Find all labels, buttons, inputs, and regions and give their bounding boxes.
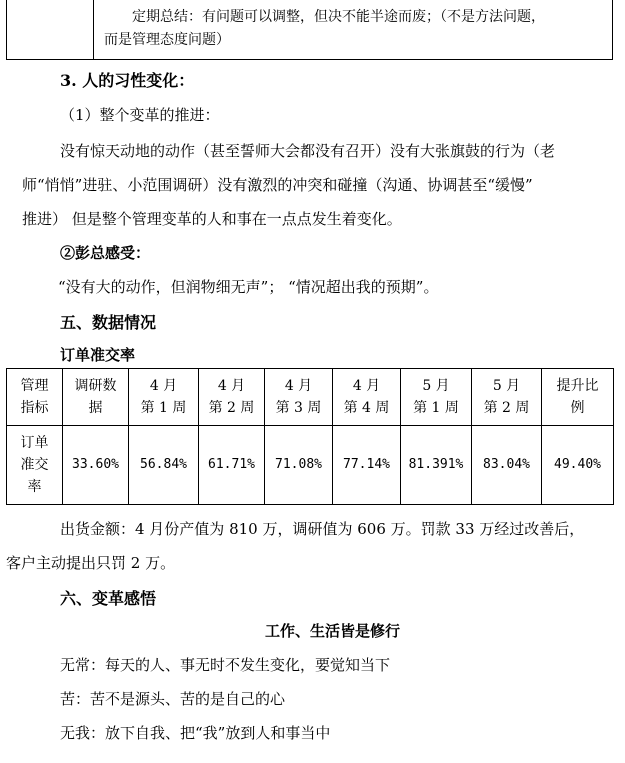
header-cell: 调研数 据 <box>63 369 129 426</box>
header-cell: 提升比 例 <box>542 369 614 426</box>
summary-text-line1: 定期总结：有问题可以调整，但决不能半途而废；（不是方法问题， <box>132 9 545 25</box>
section6-heading: 六、变革感悟 <box>60 589 157 608</box>
order-ontime-table <box>6 368 614 505</box>
value-cell: 49.40% <box>542 426 614 505</box>
paragraph-line-3: 推进） 但是整个管理变革的人和事在一点点发生着变化。 <box>22 210 402 228</box>
header-cell: 5 月 第 2 周 <box>472 369 542 426</box>
paragraph-line-2: 师“悄悄”进驻、小范围调研）没有激烈的冲突和碰撞（沟通、协调甚至“缓慢” <box>22 176 533 194</box>
value-cell: 56.84% <box>129 426 199 505</box>
value-cell: 77.14% <box>333 426 401 505</box>
reflection-line-1: 无常：每天的人、事无时不发生变化，要觉知当下 <box>60 656 391 674</box>
value-cell: 33.60% <box>63 426 129 505</box>
table-title: 订单准交率 <box>60 346 136 364</box>
summary-table-text-cell <box>94 0 613 60</box>
header-cell: 4 月 第 4 周 <box>333 369 401 426</box>
header-cell: 管理 指标 <box>7 369 63 426</box>
reflection-line-3: 无我：放下自我、把“我”放到人和事当中 <box>60 724 331 742</box>
section3-subheading-1: （1）整个变革的推进： <box>60 106 220 124</box>
paragraph-line-1: 没有惊天动地的动作（甚至誓师大会都没有召开）没有大张旗鼓的行为（老 <box>60 142 556 160</box>
value-cell: 61.71% <box>199 426 265 505</box>
header-cell: 4 月 第 1 周 <box>129 369 199 426</box>
summary-text-line2: 而是管理态度问题） <box>104 32 230 48</box>
value-cell: 71.08% <box>265 426 333 505</box>
reflection-line-2: 苦：苦不是源头、苦的是自己的心 <box>60 690 286 708</box>
shipment-line-2: 客户主动提出只罚 2 万。 <box>6 554 176 572</box>
header-cell: 4 月 第 3 周 <box>265 369 333 426</box>
row-label-cell: 订单 准交 率 <box>7 426 63 505</box>
header-cell: 4 月 第 2 周 <box>199 369 265 426</box>
shipment-line-1: 出货金额：4 月份产值为 810 万，调研值为 606 万。罚款 33 万经过改善后， <box>60 520 585 538</box>
center-title: 工作、生活皆是修行 <box>264 622 400 640</box>
summary-table <box>6 0 613 60</box>
table-header-row <box>7 369 614 426</box>
value-cell: 83.04% <box>472 426 542 505</box>
header-cell: 5 月 第 1 周 <box>401 369 472 426</box>
section3-subheading-2: ②彭总感受： <box>60 244 151 262</box>
table-row <box>7 426 614 505</box>
summary-table-empty-cell <box>7 0 94 60</box>
section5-heading: 五、数据情况 <box>60 313 157 332</box>
section3-heading: 3. 人的习性变化： <box>60 71 195 90</box>
value-cell: 81.391% <box>401 426 472 505</box>
quote-line: “没有大的动作，但润物细无声”； “情况超出我的预期”。 <box>58 278 439 296</box>
